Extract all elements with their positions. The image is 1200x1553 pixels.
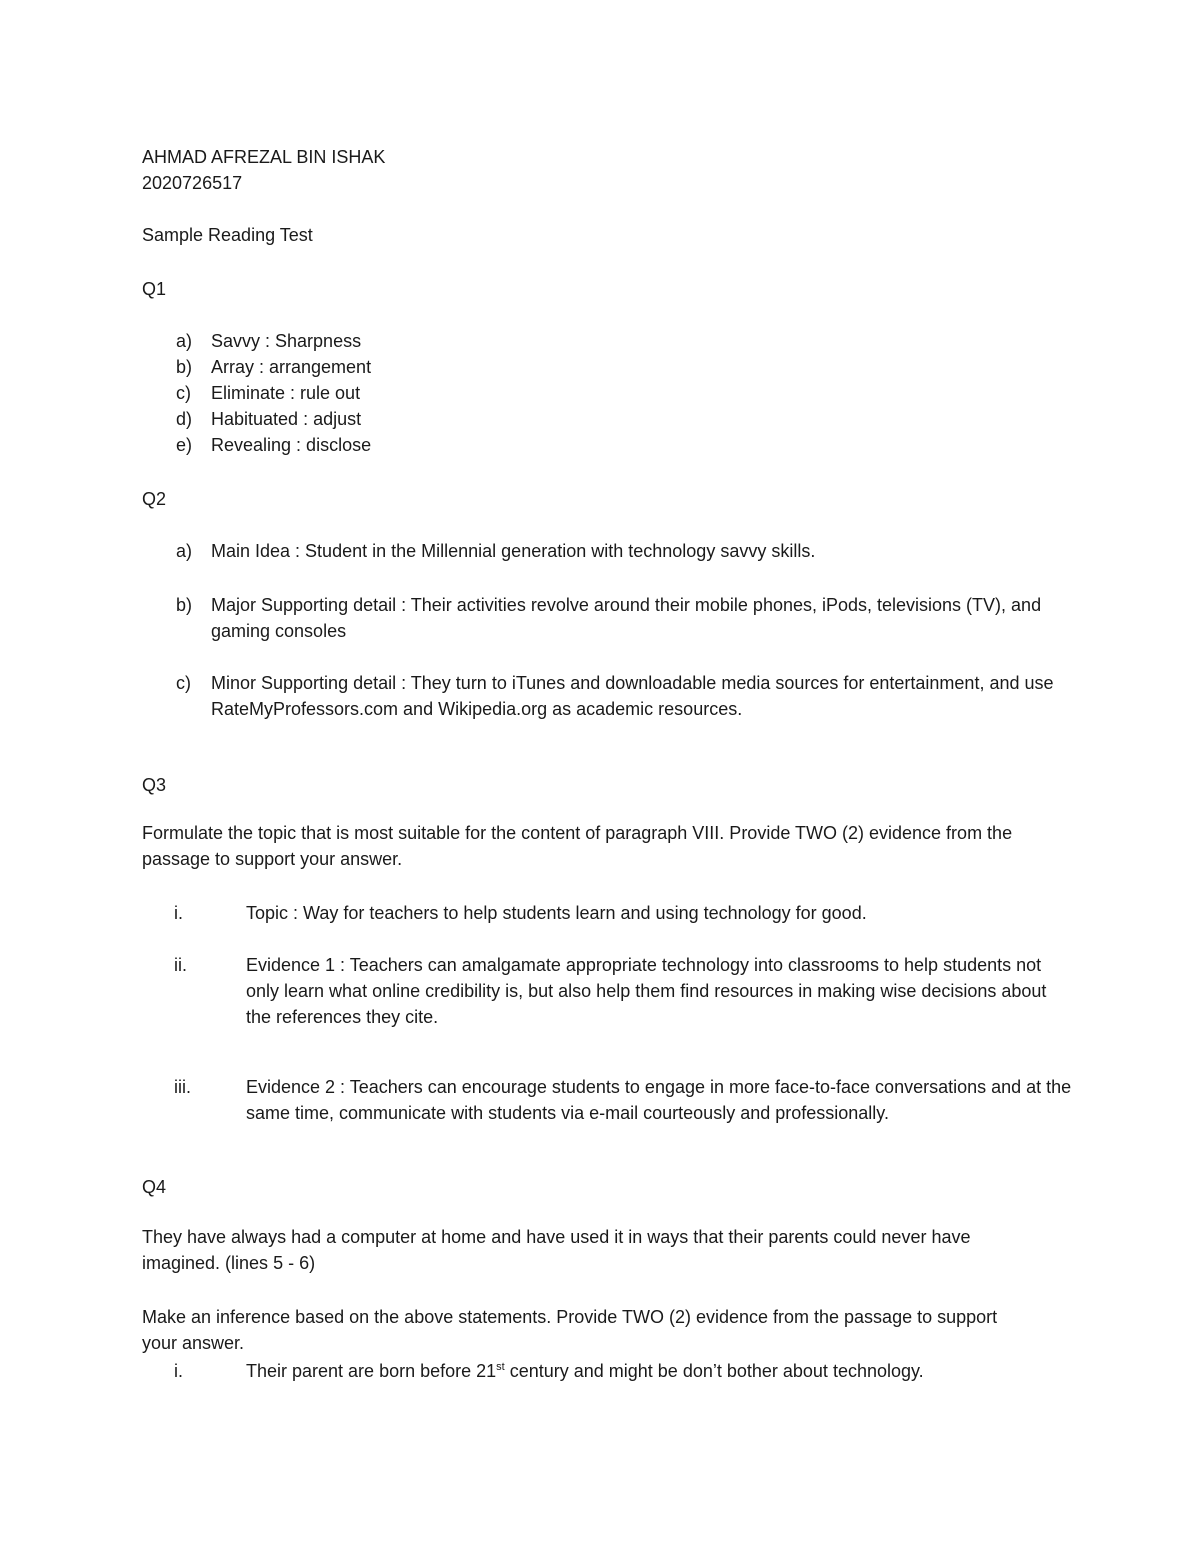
list-item-text: Main Idea : Student in the Millennial generation with technology savvy skills. xyxy=(211,541,816,561)
list-item-text: Revealing : disclose xyxy=(211,435,372,455)
list-marker: c) xyxy=(176,673,191,693)
q3-prompt: Formulate the topic that is most suitable for the content of paragraph VIII. Provide TWO (2) evidence from the passage to support your answer. xyxy=(142,823,1013,869)
list-item-text: Evidence 2 : Teachers can encourage students to engage in more face-to-face conversations and at the same time, communicate with students via e-mail courteously and professionally. xyxy=(246,1077,1072,1123)
q2-heading: Q2 xyxy=(142,489,167,509)
list-marker: b) xyxy=(176,595,193,615)
list-item-text: Evidence 1 : Teachers can amalgamate appropriate technology into classrooms to help students not only learn what online credibility is, but also help them find resources in making wise decisions about the references they cite. xyxy=(246,955,1047,1027)
answer-text-start: Their parent are born before 21 xyxy=(246,1361,497,1381)
list-marker: iii. xyxy=(174,1077,191,1097)
student-id: 2020726517 xyxy=(142,173,243,193)
answer-text-end: century and might be don’t bother about technology. xyxy=(504,1361,924,1381)
q4-quote: They have always had a computer at home and have used it in ways that their parents could never have imagined. (lines 5 - 6) xyxy=(142,1227,971,1273)
list-marker: i. xyxy=(174,903,183,923)
list-item-text: Topic : Way for teachers to help students learn and using technology for good. xyxy=(246,903,867,923)
list-marker: ii. xyxy=(174,955,187,975)
list-item-text xyxy=(246,1358,1076,1384)
list-marker: e) xyxy=(176,435,193,455)
q4-prompt: Make an inference based on the above statements. Provide TWO (2) evidence from the passage to support your answer. xyxy=(142,1307,998,1353)
q4-heading: Q4 xyxy=(142,1177,167,1197)
list-item-text: Major Supporting detail : Their activities revolve around their mobile phones, iPods, televisions (TV), and gaming consoles xyxy=(211,595,1042,641)
list-item-text: Minor Supporting detail : They turn to iTunes and downloadable media sources for entertainment, and use RateMyProfessors.com and Wikipedia.org as academic resources. xyxy=(211,673,1054,719)
document-title: Sample Reading Test xyxy=(142,225,313,245)
list-marker: a) xyxy=(176,331,193,351)
q1-heading: Q1 xyxy=(142,279,167,299)
list-item-text: Savvy : Sharpness xyxy=(211,331,362,351)
list-marker: i. xyxy=(174,1361,183,1381)
list-marker: b) xyxy=(176,357,193,377)
q3-heading: Q3 xyxy=(142,775,167,795)
list-item-text: Habituated : adjust xyxy=(211,409,362,429)
student-name: AHMAD AFREZAL BIN ISHAK xyxy=(142,147,386,167)
list-marker: c) xyxy=(176,383,191,403)
list-item-text: Eliminate : rule out xyxy=(211,383,361,403)
list-marker: d) xyxy=(176,409,193,429)
list-item-text: Array : arrangement xyxy=(211,357,372,377)
list-marker: a) xyxy=(176,541,193,561)
ordinal-superscript: st xyxy=(496,1361,505,1373)
